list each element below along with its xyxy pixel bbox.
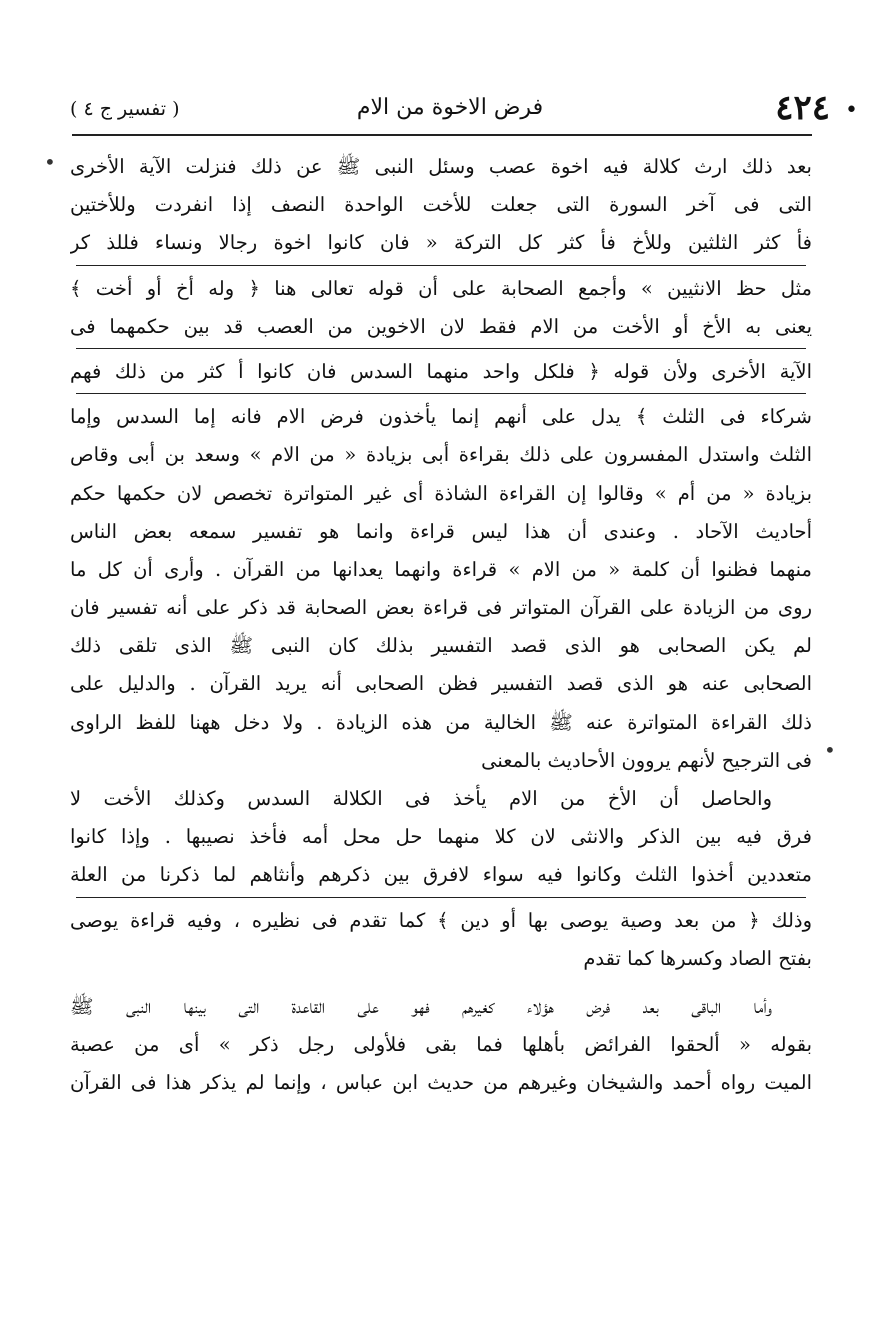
text-line: فأ كثر الثلثين وللأخ فأ كثر كل التركة « فان كانوا اخوة رجالا ونساء فللذ كر xyxy=(70,231,812,255)
running-title: فرض الاخوة من الام xyxy=(356,95,544,120)
text-line: فى الترجيح لأنهم يروون الأحاديث بالمعنى xyxy=(481,748,812,772)
text-line: روى من الزيادة على القرآن المتواتر فى قراءة بعض الصحابة قد ذكر على أنه تفسير فان xyxy=(70,596,812,620)
text-line: منهما فظنوا أن كلمة « من الام » قراءة وانهما يعدانها من القرآن . وأرى أن كل ما xyxy=(70,557,812,581)
text-line: والحاصل أن الأخ من الام يأخذ فى الكلالة السدس وكذلك الأخت لا xyxy=(70,787,772,810)
text-line: الآية الأخرى ولأن قوله ﴿ فلكل واحد منهما السدس فان كانوا أ كثر من ذلك فهم xyxy=(70,359,812,383)
text-line: ذلك القراءة المتواترة عنه ﷺ الخالية من هذه الزيادة . ولا دخل ههنا للفظ الراوى xyxy=(70,710,812,734)
line-divider xyxy=(76,897,806,898)
text-line: الصحابى عنه هو الذى قصد التفسير فظن الصحابى أنه يريد القرآن . والدليل على xyxy=(70,672,812,696)
margin-dot: • xyxy=(44,150,56,174)
margin-dot: • xyxy=(824,738,836,762)
text-line: متعددين أخذوا الثلث وكانوا فيه سواء لافرق بين ذكرهم وأنثاهم لما ذكرنا من العلة xyxy=(70,863,812,887)
text-line: أحاديث الآحاد . وعندى أن هذا ليس قراءة وانما هو تفسير سمعه بعض الناس xyxy=(70,519,812,543)
text-line: بفتح الصاد وكسرها كما تقدم xyxy=(583,946,812,970)
text-line: شركاء فى الثلث ﴾ يدل على أنهم إنما يأخذون فرض الام فانه إما السدس وإما xyxy=(70,405,812,429)
header-rule xyxy=(72,134,812,136)
text-line: بعد ذلك ارث كلالة فيه اخوة عصب وسئل النبى ﷺ عن ذلك فنزلت الآية الأخرى xyxy=(70,155,812,178)
line-divider xyxy=(76,265,806,266)
line-divider xyxy=(76,348,806,349)
page-number: ٤٢٤ xyxy=(775,88,830,128)
margin-dot: • xyxy=(845,98,858,123)
text-line: الميت رواه أحمد والشيخان وغيرهم من حديث ابن عباس ، وإنما لم يذكر هذا فى القرآن xyxy=(70,1071,812,1095)
text-line: لم يكن الصحابى هو الذى قصد التفسير بذلك كان النبى ﷺ الذى تلقى ذلك xyxy=(70,634,812,658)
text-line: الثلث واستدل المفسرون على ذلك بقراءة أبى بزيادة « من الام » وسعد بن أبى وقاص xyxy=(70,443,812,467)
page-header xyxy=(70,88,858,130)
text-line: وأما الباقى بعد فرض هؤلاء كغيرهم فهو على القاعدة التى بينها النبى ﷺ xyxy=(70,994,772,1018)
text-line: بقوله « ألحقوا الفرائض بأهلها فما بقى فلأولى رجل ذكر » أى من عصبة xyxy=(70,1033,812,1057)
volume-label: ( تفسير ج ٤ ) xyxy=(70,98,180,120)
body-text xyxy=(70,148,812,1103)
text-line: يعنى به الأخ أو الأخت من الام فقط لان الاخوين من العصب قد بين حكمهما فى xyxy=(70,314,812,338)
text-line: بزيادة « من أم » وقالوا إن القراءة الشاذة أى غير المتواترة تخصص لان حكمها حكم xyxy=(70,481,812,505)
text-line: مثل حظ الانثيين » وأجمع الصحابة على أن قوله تعالى هنا ﴿ وله أخ أو أخت ﴾ xyxy=(70,276,812,300)
line-divider xyxy=(76,393,806,394)
text-line: وذلك ﴿ من بعد وصية يوصى بها أو دين ﴾ كما تقدم فى نظيره ، وفيه قراءة يوصى xyxy=(70,908,812,932)
text-line: التى فى آخر السورة التى جعلت للأخت الواحدة النصف إذا انفردت وللأختين xyxy=(70,193,812,217)
text-line: فرق فيه بين الذكر والانثى لان كلا منهما حل محل أمه فأخذ نصيبها . وإذا كانوا xyxy=(70,825,812,849)
